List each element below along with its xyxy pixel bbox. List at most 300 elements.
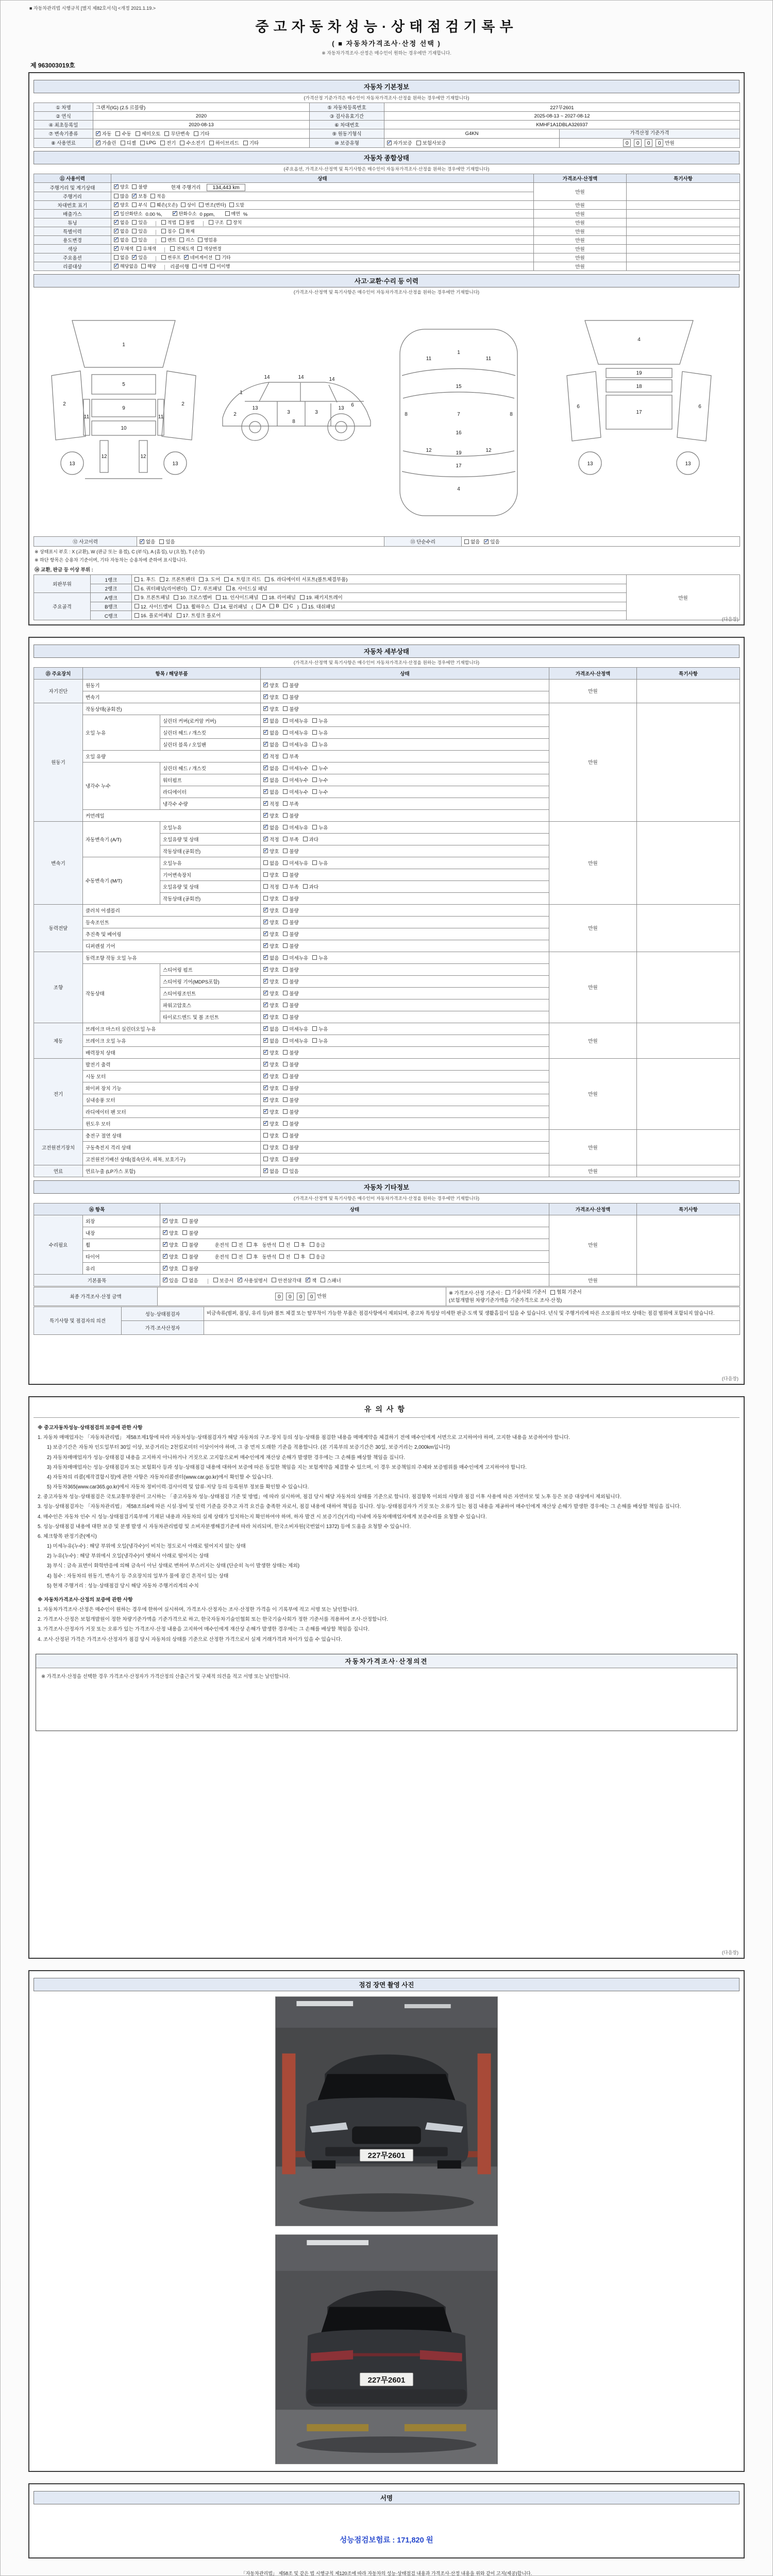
photos-wrap xyxy=(33,1991,740,2467)
signature-title: 서명 xyxy=(33,2491,740,2504)
checkbox-box-icon xyxy=(263,955,268,960)
checkbox-누수[interactable]: 누수 xyxy=(312,788,328,795)
checkbox-box-icon xyxy=(263,813,268,818)
checkbox-불량[interactable]: 불량 xyxy=(283,919,298,926)
checkbox-미세누유[interactable]: 미세누유 xyxy=(283,1025,308,1032)
checkbox-16. 플로어패널[interactable]: 16. 플로어패널 xyxy=(135,612,173,619)
checkbox-box-icon xyxy=(263,706,268,711)
panel-number-14: 14 xyxy=(264,375,270,381)
cell xyxy=(261,786,549,798)
checkbox-box-icon xyxy=(216,595,221,600)
checkbox-없음[interactable]: ✓ 없음 xyxy=(263,1037,279,1044)
checkbox-box-icon xyxy=(312,766,317,770)
checkbox-유채색[interactable]: 유채색 xyxy=(137,245,156,252)
checkbox-응급[interactable]: 응급 xyxy=(310,1253,325,1260)
checkbox-수동[interactable]: 수동 xyxy=(115,130,131,137)
checkbox-적정[interactable]: 적정 xyxy=(263,883,279,890)
checkbox-없음[interactable]: ✓ 없음 xyxy=(263,765,279,772)
checkbox-도말[interactable]: 도말 xyxy=(229,201,244,208)
checkbox-누유[interactable]: 누유 xyxy=(312,824,328,831)
checkbox-양호[interactable]: ✓ 양호 xyxy=(163,1229,178,1236)
checkbox-양호[interactable]: ✓ 양호 xyxy=(263,1013,279,1021)
checkbox-4. 트렁크 리드[interactable]: 4. 트렁크 리드 xyxy=(224,575,261,583)
checkbox-불량[interactable]: 불량 xyxy=(283,942,298,950)
checkbox-기타[interactable]: 기타 xyxy=(215,254,230,261)
cell xyxy=(261,750,549,762)
cell: 조향 xyxy=(34,952,83,1023)
checkbox-미세누수[interactable]: 미세누수 xyxy=(283,765,308,772)
checkbox-양호[interactable]: ✓ 양호 xyxy=(263,966,279,973)
checkbox-사용설명서[interactable]: ✓ 사용설명서 xyxy=(238,1277,267,1284)
checkbox-양호[interactable]: ✓ 양호 xyxy=(263,942,279,950)
checkbox-하이브리드[interactable]: 하이브리드 xyxy=(209,139,239,146)
checkbox-전[interactable]: 전 xyxy=(232,1253,243,1260)
checkbox-전기[interactable]: 전기 xyxy=(160,139,176,146)
checkbox-불량[interactable]: 불량 xyxy=(283,1013,298,1021)
checkbox-불량[interactable]: 불량 xyxy=(283,930,298,938)
cell: 만원 xyxy=(549,904,637,952)
checkbox-있음[interactable]: 있음 xyxy=(132,219,147,226)
checkbox-색상변경[interactable]: 색상변경 xyxy=(197,245,222,252)
checkbox-양호[interactable]: ✓ 양호 xyxy=(163,1241,178,1248)
cell: 라디에이터 팬 모터 xyxy=(83,1106,261,1117)
checkbox-불량[interactable]: 불량 xyxy=(182,1229,198,1236)
final-price-table-host xyxy=(33,1287,740,1306)
checkbox-무단변속[interactable]: 무단변속 xyxy=(164,130,190,137)
checkbox-양호[interactable]: ✓ 양호 xyxy=(263,1096,279,1104)
checkbox-box-icon xyxy=(150,194,155,198)
cell: 만원 xyxy=(549,1274,637,1286)
checkbox-전[interactable]: 전 xyxy=(232,1241,243,1248)
cell xyxy=(261,1035,549,1046)
checkbox-없음[interactable]: ✓ 없음 xyxy=(114,219,129,226)
notice-line: 5. 성능·상태점검 내용에 대한 보증 및 분쟁 발생 시 자동차관리법령 및 소비자분쟁해결기준에 따라 처리되며, 한국소비자원(국번없이 1372) 등에 도움을 요청할 수 있습니다. xyxy=(38,1523,411,1530)
checkbox-누유[interactable]: 누유 xyxy=(312,729,328,736)
checkbox-불량[interactable]: 불량 xyxy=(182,1241,198,1248)
checkbox-세미오토[interactable]: 세미오토 xyxy=(136,130,161,137)
checkbox-C[interactable]: C xyxy=(283,603,293,609)
checkbox-전[interactable]: 전 xyxy=(279,1253,290,1260)
checkbox-양호[interactable]: ✓ 양호 xyxy=(163,1217,178,1225)
cell xyxy=(137,537,384,547)
checkbox-누유[interactable]: 누유 xyxy=(312,741,328,748)
checkbox-구조[interactable]: 구조 xyxy=(209,219,224,226)
checkbox-불량[interactable]: 불량 xyxy=(182,1217,198,1225)
checkbox-8. 사이드실 패널[interactable]: 8. 사이드실 패널 xyxy=(226,585,267,592)
checkbox-양호[interactable]: ✓ 양호 xyxy=(163,1253,178,1260)
checkbox-없음[interactable]: 없음 xyxy=(464,538,480,545)
checkbox-box-icon xyxy=(159,539,164,544)
checkbox-스패너[interactable]: 스패너 xyxy=(321,1277,341,1284)
checkbox-있음[interactable]: 있음 xyxy=(159,538,175,545)
checkbox-상이[interactable]: 상이 xyxy=(181,201,196,208)
checkbox-9. 프론트패널[interactable]: 9. 프론트패널 xyxy=(135,594,170,601)
checkbox-box-icon xyxy=(182,1230,187,1235)
checkbox-box-icon xyxy=(135,577,139,582)
checkbox-불량[interactable]: 불량 xyxy=(283,1049,298,1056)
checkbox-미세누유[interactable]: 미세누유 xyxy=(283,741,308,748)
checkbox-불량[interactable]: 불량 xyxy=(283,1096,298,1104)
checkbox-수소전기[interactable]: 수소전기 xyxy=(180,139,205,146)
checkbox-적정[interactable]: ✓ 적정 xyxy=(263,753,279,760)
checkbox-불량[interactable]: 불량 xyxy=(283,1156,298,1163)
checkbox-있음[interactable]: 있음 xyxy=(132,236,147,243)
checkbox-보증서[interactable]: 보증서 xyxy=(213,1277,234,1284)
cell: 클러치 어셈블리 xyxy=(83,904,261,916)
checkbox-양호[interactable]: ✓ 양호 xyxy=(263,919,279,926)
checkbox-box-icon xyxy=(184,255,189,260)
checkbox-19. 패키지트레이[interactable]: 19. 패키지트레이 xyxy=(300,594,343,601)
checkbox-없음[interactable]: ✓ 없음 xyxy=(140,538,155,545)
checkbox-13. 휠하우스[interactable]: 13. 휠하우스 xyxy=(177,603,210,610)
checkbox-불량[interactable]: 불량 xyxy=(283,978,298,985)
checkbox-box-icon xyxy=(321,1278,325,1282)
cell xyxy=(627,183,740,201)
cell: 실린더 헤드 / 개스킷 xyxy=(160,726,261,738)
checkbox-불량[interactable]: 불량 xyxy=(182,1265,198,1272)
checkbox-box-icon xyxy=(263,979,268,984)
checkbox-잭[interactable]: ✓ 잭 xyxy=(306,1277,316,1284)
checkbox-자동[interactable]: ✓ 자동 xyxy=(96,130,111,137)
checkbox-양호[interactable]: 양호 xyxy=(263,895,279,902)
panel-number-13: 13 xyxy=(338,405,344,412)
checkbox-부족[interactable]: 부족 xyxy=(283,883,298,890)
checkbox-부족[interactable]: 부족 xyxy=(283,753,298,760)
checkbox-과다[interactable]: 과다 xyxy=(303,883,318,890)
checkbox-없음[interactable]: ✓ 없음 xyxy=(263,729,279,736)
digit-box: 0 xyxy=(297,1293,305,1300)
checkbox-후[interactable]: 후 xyxy=(247,1253,258,1260)
checkbox-미세누유[interactable]: 미세누유 xyxy=(283,1037,308,1044)
checkbox-box-icon xyxy=(263,801,268,806)
checkbox-리스[interactable]: 리스 xyxy=(179,236,194,243)
checkbox-자가보증[interactable]: ✓ 자가보증 xyxy=(387,139,412,146)
checkbox-양호[interactable]: ✓ 양호 xyxy=(263,1073,279,1080)
checkbox-불량[interactable]: 불량 xyxy=(283,895,298,902)
checkbox-불량[interactable]: 불량 xyxy=(283,907,298,914)
checkbox-양호[interactable]: 양호 xyxy=(263,871,279,878)
checkbox-있음[interactable]: 있음 xyxy=(132,228,147,234)
checkbox-불량[interactable]: 불량 xyxy=(283,682,298,689)
checkbox-부족[interactable]: 부족 xyxy=(283,800,298,807)
checkbox-box-icon xyxy=(115,131,120,136)
cell xyxy=(627,201,740,210)
checkbox-B[interactable]: B xyxy=(270,603,279,609)
checkbox-불법[interactable]: 불법 xyxy=(179,219,194,226)
checkbox-화재[interactable]: 화재 xyxy=(179,228,194,234)
checkbox-불량[interactable]: 불량 xyxy=(283,966,298,973)
checkbox-10. 크로스멤버[interactable]: 10. 크로스멤버 xyxy=(174,594,212,601)
checkbox-불량[interactable]: 불량 xyxy=(283,1144,298,1151)
checkbox-기타[interactable]: 기타 xyxy=(243,139,259,146)
checkbox-양호[interactable]: ✓ 양호 xyxy=(263,1049,279,1056)
checkbox-이행[interactable]: 이행 xyxy=(192,263,207,269)
checkbox-양호[interactable]: ✓ 양호 xyxy=(263,907,279,914)
checkbox-1. 후드[interactable]: 1. 후드 xyxy=(135,575,156,583)
checkbox-불량[interactable]: 불량 xyxy=(283,1073,298,1080)
checkbox-양호[interactable]: 양호 xyxy=(263,1144,279,1151)
checkbox-box-icon xyxy=(312,860,317,865)
section-title-detail: 자동차 세부상태 xyxy=(33,645,740,658)
checkbox-불량[interactable]: 불량 xyxy=(283,1120,298,1127)
checkbox-6. 쿼터패널(리어펜더)[interactable]: 6. 쿼터패널(리어펜더) xyxy=(135,585,187,592)
checkbox-썬루프[interactable]: 썬루프 xyxy=(161,254,181,261)
panel-number-1: 1 xyxy=(457,350,460,356)
checkbox-box-icon xyxy=(506,1290,510,1295)
checkbox-box-icon xyxy=(173,211,177,216)
checkbox-box-icon xyxy=(283,1003,288,1007)
checkbox-미세누유[interactable]: 미세누유 xyxy=(283,717,308,724)
checkbox-미세누수[interactable]: 미세누수 xyxy=(283,776,308,784)
checkbox-box-icon xyxy=(283,1086,288,1090)
checkbox-없음[interactable]: ✓ 없음 xyxy=(263,1025,279,1032)
checkbox-렌트[interactable]: 렌트 xyxy=(161,236,176,243)
checkbox-box-icon xyxy=(163,1218,167,1223)
checkbox-없음[interactable]: 없음 xyxy=(114,254,129,261)
checkbox-box-icon xyxy=(550,1290,555,1295)
checkbox-없음[interactable]: ✓ 없음 xyxy=(263,824,279,831)
checkbox-없음[interactable]: ✓ 없음 xyxy=(263,954,279,961)
checkbox-과다[interactable]: 과다 xyxy=(303,836,318,843)
checkbox-15. 대쉬패널[interactable]: 15. 대쉬패널 xyxy=(302,603,335,610)
checkbox-장치[interactable]: 장치 xyxy=(227,219,242,226)
checkbox-디젤[interactable]: 디젤 xyxy=(121,139,136,146)
checkbox-양호[interactable]: ✓ 양호 xyxy=(263,705,279,713)
checkbox-있음[interactable]: ✓ 있음 xyxy=(163,1277,178,1284)
checkbox-불량[interactable]: 불량 xyxy=(283,812,298,819)
checkbox-양호[interactable]: ✓ 양호 xyxy=(263,978,279,985)
checkbox-box-icon xyxy=(132,229,137,233)
checkbox-17. 트렁크 플로어[interactable]: 17. 트렁크 플로어 xyxy=(177,612,221,619)
checkbox-없음[interactable]: ✓ 없음 xyxy=(263,741,279,748)
cell xyxy=(637,904,740,952)
cell: 만원 xyxy=(549,1215,637,1274)
checkbox-양호[interactable]: ✓ 양호 xyxy=(114,183,129,190)
checkbox-협회 기준서[interactable]: 협회 기준서 xyxy=(550,1289,582,1296)
checkbox-없음[interactable]: ✓ 없음 xyxy=(263,788,279,795)
cell: KMHF1A1DBLA326937 xyxy=(384,121,740,129)
checkbox-불량[interactable]: 불량 xyxy=(283,990,298,997)
checkbox-불량[interactable]: 불량 xyxy=(132,183,147,190)
checkbox-적정[interactable]: ✓ 적정 xyxy=(263,836,279,843)
checkbox-없음[interactable]: ✓ 없음 xyxy=(114,228,129,234)
checkbox-탄화수소[interactable]: ✓ 탄화수소 xyxy=(173,210,197,217)
checkbox-3. 도어[interactable]: 3. 도어 xyxy=(199,575,220,583)
checkbox-누수[interactable]: 누수 xyxy=(312,765,328,772)
checkbox-침수[interactable]: 침수 xyxy=(161,228,176,234)
checkbox-14. 필러패널[interactable]: 14. 필러패널 xyxy=(214,603,247,610)
checkbox-2. 프론트펜더[interactable]: 2. 프론트펜더 xyxy=(160,575,195,583)
passenger-car-note: ※ 하단 항목은 승용차 기준이며, 기타 자동차는 승용차에 준하여 표시합니다. xyxy=(35,557,187,563)
checkbox-불량[interactable]: 불량 xyxy=(283,848,298,855)
checkbox-box-icon xyxy=(232,1254,237,1259)
checkbox-응급[interactable]: 응급 xyxy=(310,1241,325,1248)
checkbox-불량[interactable]: 불량 xyxy=(283,1002,298,1009)
checkbox-미세누수[interactable]: 미세누수 xyxy=(283,788,308,795)
price-opinion-title: 자동차가격조사·산정의견 xyxy=(36,1654,737,1668)
checkbox-box-icon xyxy=(132,220,137,225)
checkbox-후[interactable]: 후 xyxy=(294,1253,305,1260)
checkbox-해당[interactable]: 해당 xyxy=(141,263,156,269)
checkbox-누유[interactable]: 누유 xyxy=(312,954,328,961)
checkbox-양호[interactable]: ✓ 양호 xyxy=(263,848,279,855)
checkbox-보험사보증[interactable]: 보험사보증 xyxy=(416,139,446,146)
panel-number-10: 10 xyxy=(121,426,127,432)
checkbox-box-icon xyxy=(416,141,421,145)
checkbox-없음[interactable]: 없음 xyxy=(182,1277,198,1284)
checkbox-box-icon xyxy=(161,220,166,225)
checkbox-일산화탄소[interactable]: ✓ 일산화탄소 xyxy=(114,210,142,217)
checkbox-무채색[interactable]: ✓ 무채색 xyxy=(114,245,133,252)
checkbox-많음[interactable]: 많음 xyxy=(114,193,129,199)
checkbox-양호[interactable]: ✓ 양호 xyxy=(263,1120,279,1127)
checkbox-매연[interactable]: 매연 xyxy=(225,210,240,217)
table-row xyxy=(34,262,740,271)
checkbox-12. 사이드멤버[interactable]: 12. 사이드멤버 xyxy=(135,603,173,610)
checkbox-11. 인사이드패널[interactable]: 11. 인사이드패널 xyxy=(216,594,258,601)
checkbox-기술사회 기준서[interactable]: 기술사회 기준서 xyxy=(506,1289,546,1296)
checkbox-있음[interactable]: 있음 xyxy=(283,1167,298,1175)
checkbox-불량[interactable]: 불량 xyxy=(283,693,298,701)
checkbox-적음[interactable]: 적음 xyxy=(150,193,165,199)
cell: 변속기 xyxy=(34,821,83,904)
checkbox-불량[interactable]: 불량 xyxy=(283,1132,298,1139)
checkbox-양호[interactable]: ✓ 양호 xyxy=(263,693,279,701)
checkbox-box-icon xyxy=(191,586,196,590)
checkbox-box-icon xyxy=(263,1003,268,1007)
overall-state-table xyxy=(33,174,740,271)
digit-box: 0 xyxy=(286,1293,294,1300)
checkbox-양호[interactable]: ✓ 양호 xyxy=(263,990,279,997)
checkbox-양호[interactable]: ✓ 양호 xyxy=(263,1108,279,1115)
checkbox-불량[interactable]: 불량 xyxy=(283,1108,298,1115)
checkbox-불량[interactable]: 불량 xyxy=(182,1253,198,1260)
checkbox-불량[interactable]: 불량 xyxy=(283,871,298,878)
checkbox-불량[interactable]: 불량 xyxy=(283,705,298,713)
cell: B랭크 xyxy=(91,602,132,611)
checkbox-양호[interactable]: ✓ 양호 xyxy=(263,1002,279,1009)
checkbox-미세누유[interactable]: 미세누유 xyxy=(283,859,308,867)
checkbox-있음[interactable]: ✓ 있음 xyxy=(132,254,147,261)
checkbox-양호[interactable]: ✓ 양호 xyxy=(263,930,279,938)
checkbox-부식[interactable]: 부식 xyxy=(132,201,147,208)
checkbox-전체도색[interactable]: 전체도색 xyxy=(170,245,194,252)
checkbox-불량[interactable]: 불량 xyxy=(283,1084,298,1092)
checkbox-보통[interactable]: ✓ 보통 xyxy=(132,193,147,199)
checkbox-적정[interactable]: ✓ 적정 xyxy=(263,800,279,807)
cell xyxy=(261,726,549,738)
checkbox-누유[interactable]: 누유 xyxy=(312,859,328,867)
checkbox-없음[interactable]: 없음 xyxy=(263,859,279,867)
cell: 실린더 블록 / 오일팬 xyxy=(160,738,261,750)
checkbox-변조(변타)[interactable]: 변조(변타) xyxy=(199,201,226,208)
digit-box: 0 xyxy=(656,139,663,147)
cell: 와이퍼 장치 기능 xyxy=(83,1082,261,1094)
price-evaluation-option[interactable]: ( ■ 자동차가격조사·산정 선택 ) xyxy=(332,40,441,47)
checkbox-있음[interactable]: ✓ 있음 xyxy=(484,538,499,545)
cell xyxy=(627,218,740,227)
cell: 수리필요 xyxy=(34,1215,83,1274)
cell xyxy=(627,227,740,236)
cell xyxy=(261,738,549,750)
checkbox-미이행[interactable]: 미이행 xyxy=(210,263,230,269)
cell: 1랭크 xyxy=(91,575,132,584)
table-row xyxy=(34,236,740,245)
checkbox-안전삼각대[interactable]: 안전삼각대 xyxy=(272,1277,301,1284)
checkbox-가솔린[interactable]: ✓ 가솔린 xyxy=(96,139,116,146)
checkbox-누유[interactable]: 누유 xyxy=(312,1025,328,1032)
cell: 고전원전기장치 xyxy=(34,1129,83,1165)
checkbox-양호[interactable]: ✓ 양호 xyxy=(263,1084,279,1092)
cell: 가격조사·산정액 xyxy=(549,1203,637,1215)
checkbox-해당없음[interactable]: ✓ 해당없음 xyxy=(114,263,138,269)
checkbox-box-icon xyxy=(263,694,268,699)
checkbox-LPG[interactable]: LPG xyxy=(140,140,156,146)
cell xyxy=(261,916,549,928)
checkbox-없음[interactable]: ✓ 없음 xyxy=(114,236,129,243)
checkbox-없음[interactable]: ✓ 없음 xyxy=(263,717,279,724)
cell xyxy=(132,584,627,593)
checkbox-box-icon xyxy=(226,586,231,590)
checkbox-영업용[interactable]: 영업용 xyxy=(198,236,217,243)
panel-number-12: 12 xyxy=(101,454,107,460)
checkbox-A[interactable]: A xyxy=(256,603,265,609)
checkbox-누수[interactable]: 누수 xyxy=(312,776,328,784)
cell: 커먼레일 xyxy=(83,809,261,821)
checkbox-양호[interactable]: ✓ 양호 xyxy=(163,1265,178,1272)
checkbox-5. 라디에이터 서포트(볼트체결부품)[interactable]: 5. 라디에이터 서포트(볼트체결부품) xyxy=(265,575,347,583)
checkbox-box-icon xyxy=(283,884,288,889)
checkbox-box-icon xyxy=(272,1278,276,1282)
cell: ⑯ 항목 xyxy=(34,1203,160,1215)
checkbox-7. 루프패널[interactable]: 7. 루프패널 xyxy=(191,585,222,592)
checkbox-양호[interactable]: 양호 xyxy=(263,1132,279,1139)
notice-line: 5) 현재 주행거리 : 성능·상태점검 당시 해당 자동차 주행거리계의 수치 xyxy=(47,1583,199,1589)
checkbox-양호[interactable]: ✓ 양호 xyxy=(114,201,129,208)
checkbox-누유[interactable]: 누유 xyxy=(312,717,328,724)
checkbox-양호[interactable]: ✓ 양호 xyxy=(263,682,279,689)
checkbox-box-icon xyxy=(182,1254,187,1259)
checkbox-없음[interactable]: ✓ 없음 xyxy=(263,776,279,784)
panel-number-11: 11 xyxy=(83,414,90,420)
checkbox-기타[interactable]: 기타 xyxy=(194,130,209,137)
cell: 원동기 xyxy=(83,679,261,691)
checkbox-부족[interactable]: 부족 xyxy=(283,836,298,843)
checkbox-미세누유[interactable]: 미세누유 xyxy=(283,729,308,736)
checkbox-미세누유[interactable]: 미세누유 xyxy=(283,824,308,831)
panel-number-14: 14 xyxy=(298,375,304,381)
checkbox-양호[interactable]: ✓ 양호 xyxy=(263,1061,279,1068)
checkbox-누유[interactable]: 누유 xyxy=(312,1037,328,1044)
checkbox-적법[interactable]: 적법 xyxy=(161,219,176,226)
checkbox-양호[interactable]: ✓ 양호 xyxy=(263,812,279,819)
checkbox-후[interactable]: 후 xyxy=(247,1241,258,1248)
checkbox-없음[interactable]: ✓ 없음 xyxy=(263,1167,279,1175)
checkbox-훼손(오손)[interactable]: 훼손(오손) xyxy=(150,201,178,208)
checkbox-양호[interactable]: 양호 xyxy=(263,1156,279,1163)
checkbox-전[interactable]: 전 xyxy=(279,1241,290,1248)
checkbox-후[interactable]: 후 xyxy=(294,1241,305,1248)
checkbox-미세누유[interactable]: 미세누유 xyxy=(283,954,308,961)
section-note-accident: (가격조사·산정액 및 특기사항은 매수인이 자동차가격조사·산정을 원하는 경우에만 기재합니다) xyxy=(293,290,480,295)
checkbox-불량[interactable]: 불량 xyxy=(283,1061,298,1068)
checkbox-18. 리어패널[interactable]: 18. 리어패널 xyxy=(262,594,296,601)
checkbox-네비게이션[interactable]: ✓ 네비게이션 xyxy=(184,254,212,261)
cell xyxy=(111,262,534,271)
checkbox-box-icon xyxy=(283,813,288,818)
cell: 추진축 및 베어링 xyxy=(83,928,261,940)
checkbox-box-icon xyxy=(209,220,213,225)
